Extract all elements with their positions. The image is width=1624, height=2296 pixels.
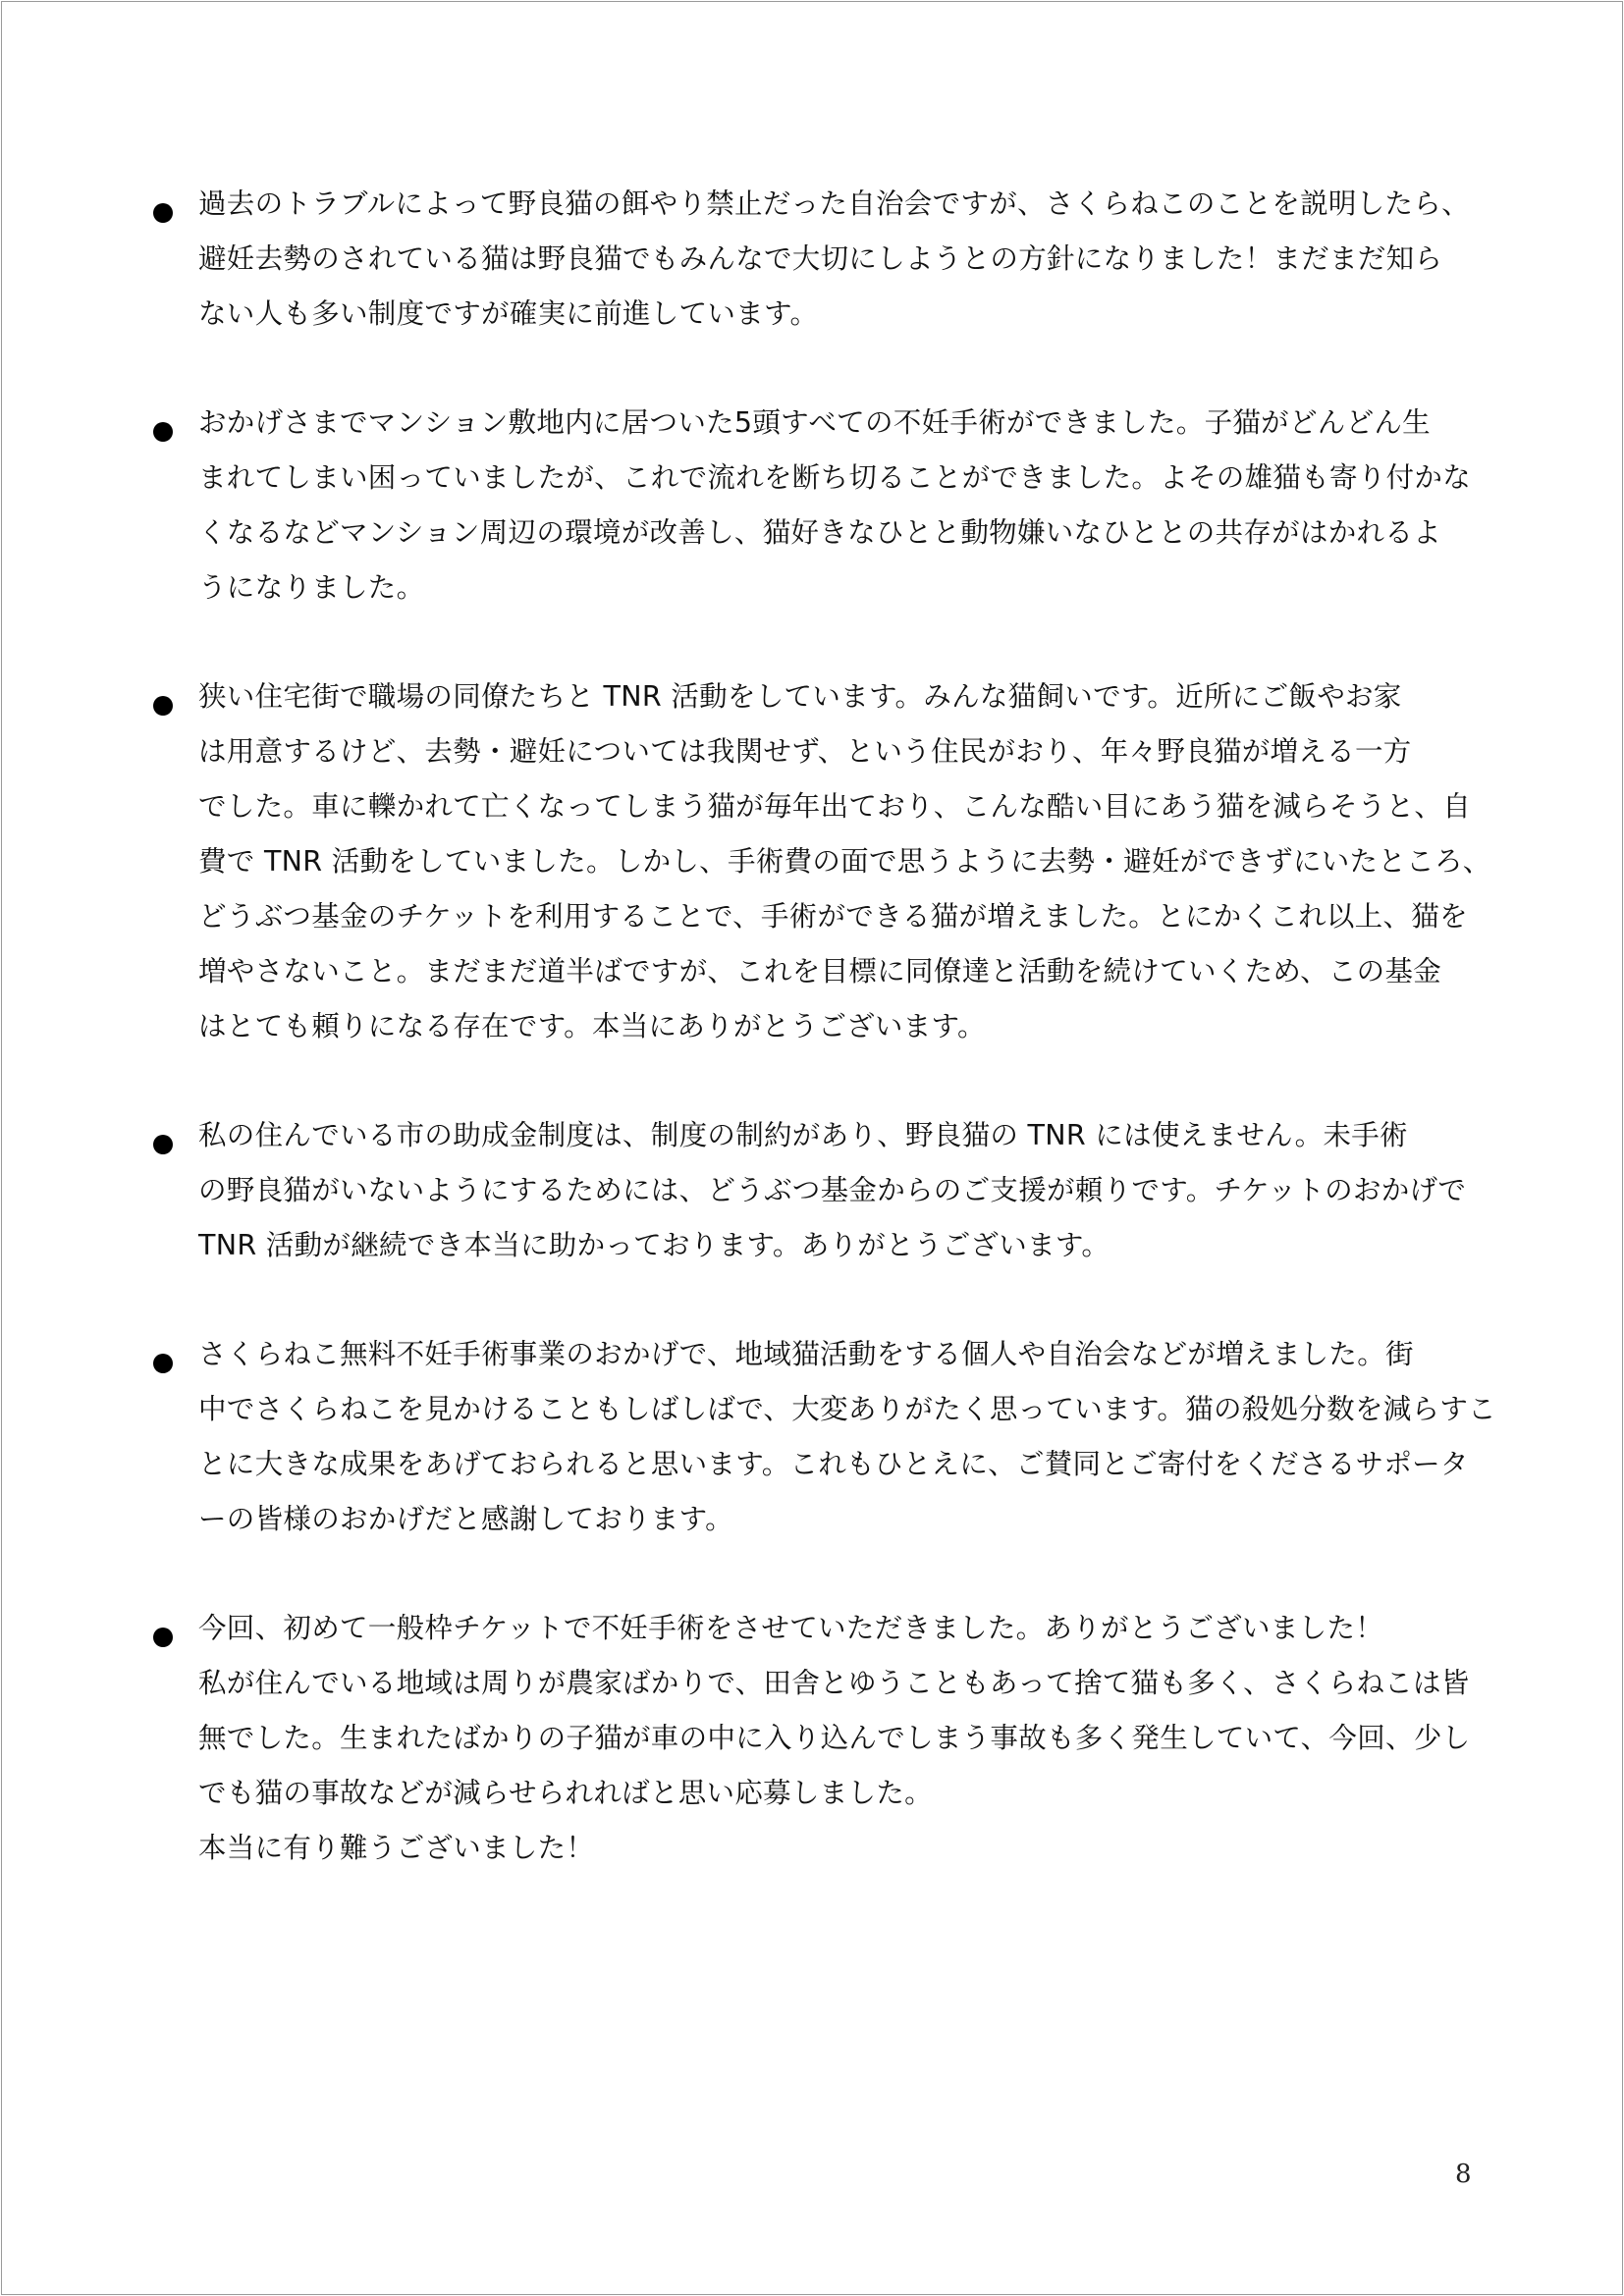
testimonial-item xyxy=(147,669,1491,1054)
bullet-icon xyxy=(153,203,173,223)
text-line: の野良猫がいないようにするためには、どうぶつ基金からのご支援が頼りです。チケットのおかげで xyxy=(198,1174,1467,1206)
text-line: はとても頼りになる存在です。本当にありがとうございます。 xyxy=(198,1010,986,1042)
bullet-icon xyxy=(153,1628,173,1647)
text-line: 私が住んでいる地域は周りが農家ばかりで、田舎とゆうこともあって捨て猫も多く、さくらねこは皆 xyxy=(198,1667,1470,1699)
page-number: 8 xyxy=(1455,2160,1472,2189)
bullet-icon xyxy=(153,422,173,442)
text-line: 今回、初めて一般枠チケットで不妊手術をさせていただきました。ありがとうございました！ xyxy=(198,1612,1384,1644)
text-line: とに大きな成果をあげておられると思います。これもひとえに、ご賛同とご寄付をくださるサポータ xyxy=(198,1448,1469,1480)
testimonial-item xyxy=(147,1108,1483,1273)
text-line: 過去のトラブルによって野良猫の餌やり禁止だった自治会ですが、さくらねこのことを説明したら、 xyxy=(198,187,1470,220)
text-line: TNR 活動が継続でき本当に助かっております。ありがとうございます。 xyxy=(198,1229,1110,1261)
text-line: 狭い住宅街で職場の同僚たちと TNR 活動をしています。みんな猫飼いです。近所にご飯やお家 xyxy=(198,680,1402,713)
bullet-icon xyxy=(153,696,173,716)
text-line: どうぶつ基金のチケットを利用することで、手術ができる猫が増えました。とにかくこれ以上、猫を xyxy=(198,900,1468,933)
text-line: ーの皆様のおかげだと感謝しております。 xyxy=(198,1503,733,1535)
testimonial-item xyxy=(147,1601,1483,1876)
text-line: は用意するけど、去勢・避妊については我関せず、という住民がおり、年々野良猫が増える一方 xyxy=(198,735,1412,768)
testimonial-item xyxy=(147,1327,1496,1547)
text-line: 本当に有り難うございました！ xyxy=(198,1832,595,1864)
bullet-icon xyxy=(153,1135,173,1154)
text-line: 避妊去勢のされている猫は野良猫でもみんなで大切にしようとの方針になりました！まだまだ知ら xyxy=(198,242,1443,275)
text-line: おかげさまでマンション敷地内に居ついた5頭すべての不妊手術ができました。子猫がどんどん生 xyxy=(198,406,1431,439)
text-line: くなるなどマンション周辺の環境が改善し、猫好きなひとと動物嫌いなひととの共存がはかれるよ xyxy=(198,516,1441,549)
testimonial-item xyxy=(147,177,1483,342)
text-line: 費で TNR 活動をしていました。しかし、手術費の面で思うように去勢・避妊ができずにいたところ、 xyxy=(198,845,1491,878)
testimonial-list xyxy=(147,177,1496,1930)
text-line: 無でした。生まれたばかりの子猫が車の中に入り込んでしまう事故も多く発生していて、今回、少し xyxy=(198,1722,1471,1754)
text-line: 私の住んでいる市の助成金制度は、制度の制約があり、野良猫の TNR には使えません。未手術 xyxy=(198,1119,1408,1151)
text-line: うになりました。 xyxy=(198,571,425,604)
text-line: ない人も多い制度ですが確実に前進しています。 xyxy=(198,297,819,330)
text-line: 増やさないこと。まだまだ道半ばですが、これを目標に同僚達と活動を続けていくため、この基金 xyxy=(198,955,1442,988)
bullet-icon xyxy=(153,1354,173,1373)
text-line: でした。車に轢かれて亡くなってしまう猫が毎年出ており、こんな酷い目にあう猫を減らそうと、自 xyxy=(198,790,1472,823)
text-line: 中でさくらねこを見かけることもしばしばで、大変ありがたく思っています。猫の殺処分数を減らすこ xyxy=(198,1393,1496,1425)
text-line: さくらねこ無料不妊手術事業のおかげで、地域猫活動をする個人や自治会などが増えました。街 xyxy=(198,1338,1414,1370)
testimonial-item xyxy=(147,396,1483,615)
text-line: でも猫の事故などが減らせられればと思い応募しました。 xyxy=(198,1777,933,1809)
text-line: まれてしまい困っていましたが、これで流れを断ち切ることができました。よその雄猫も寄り付かな xyxy=(198,461,1472,494)
